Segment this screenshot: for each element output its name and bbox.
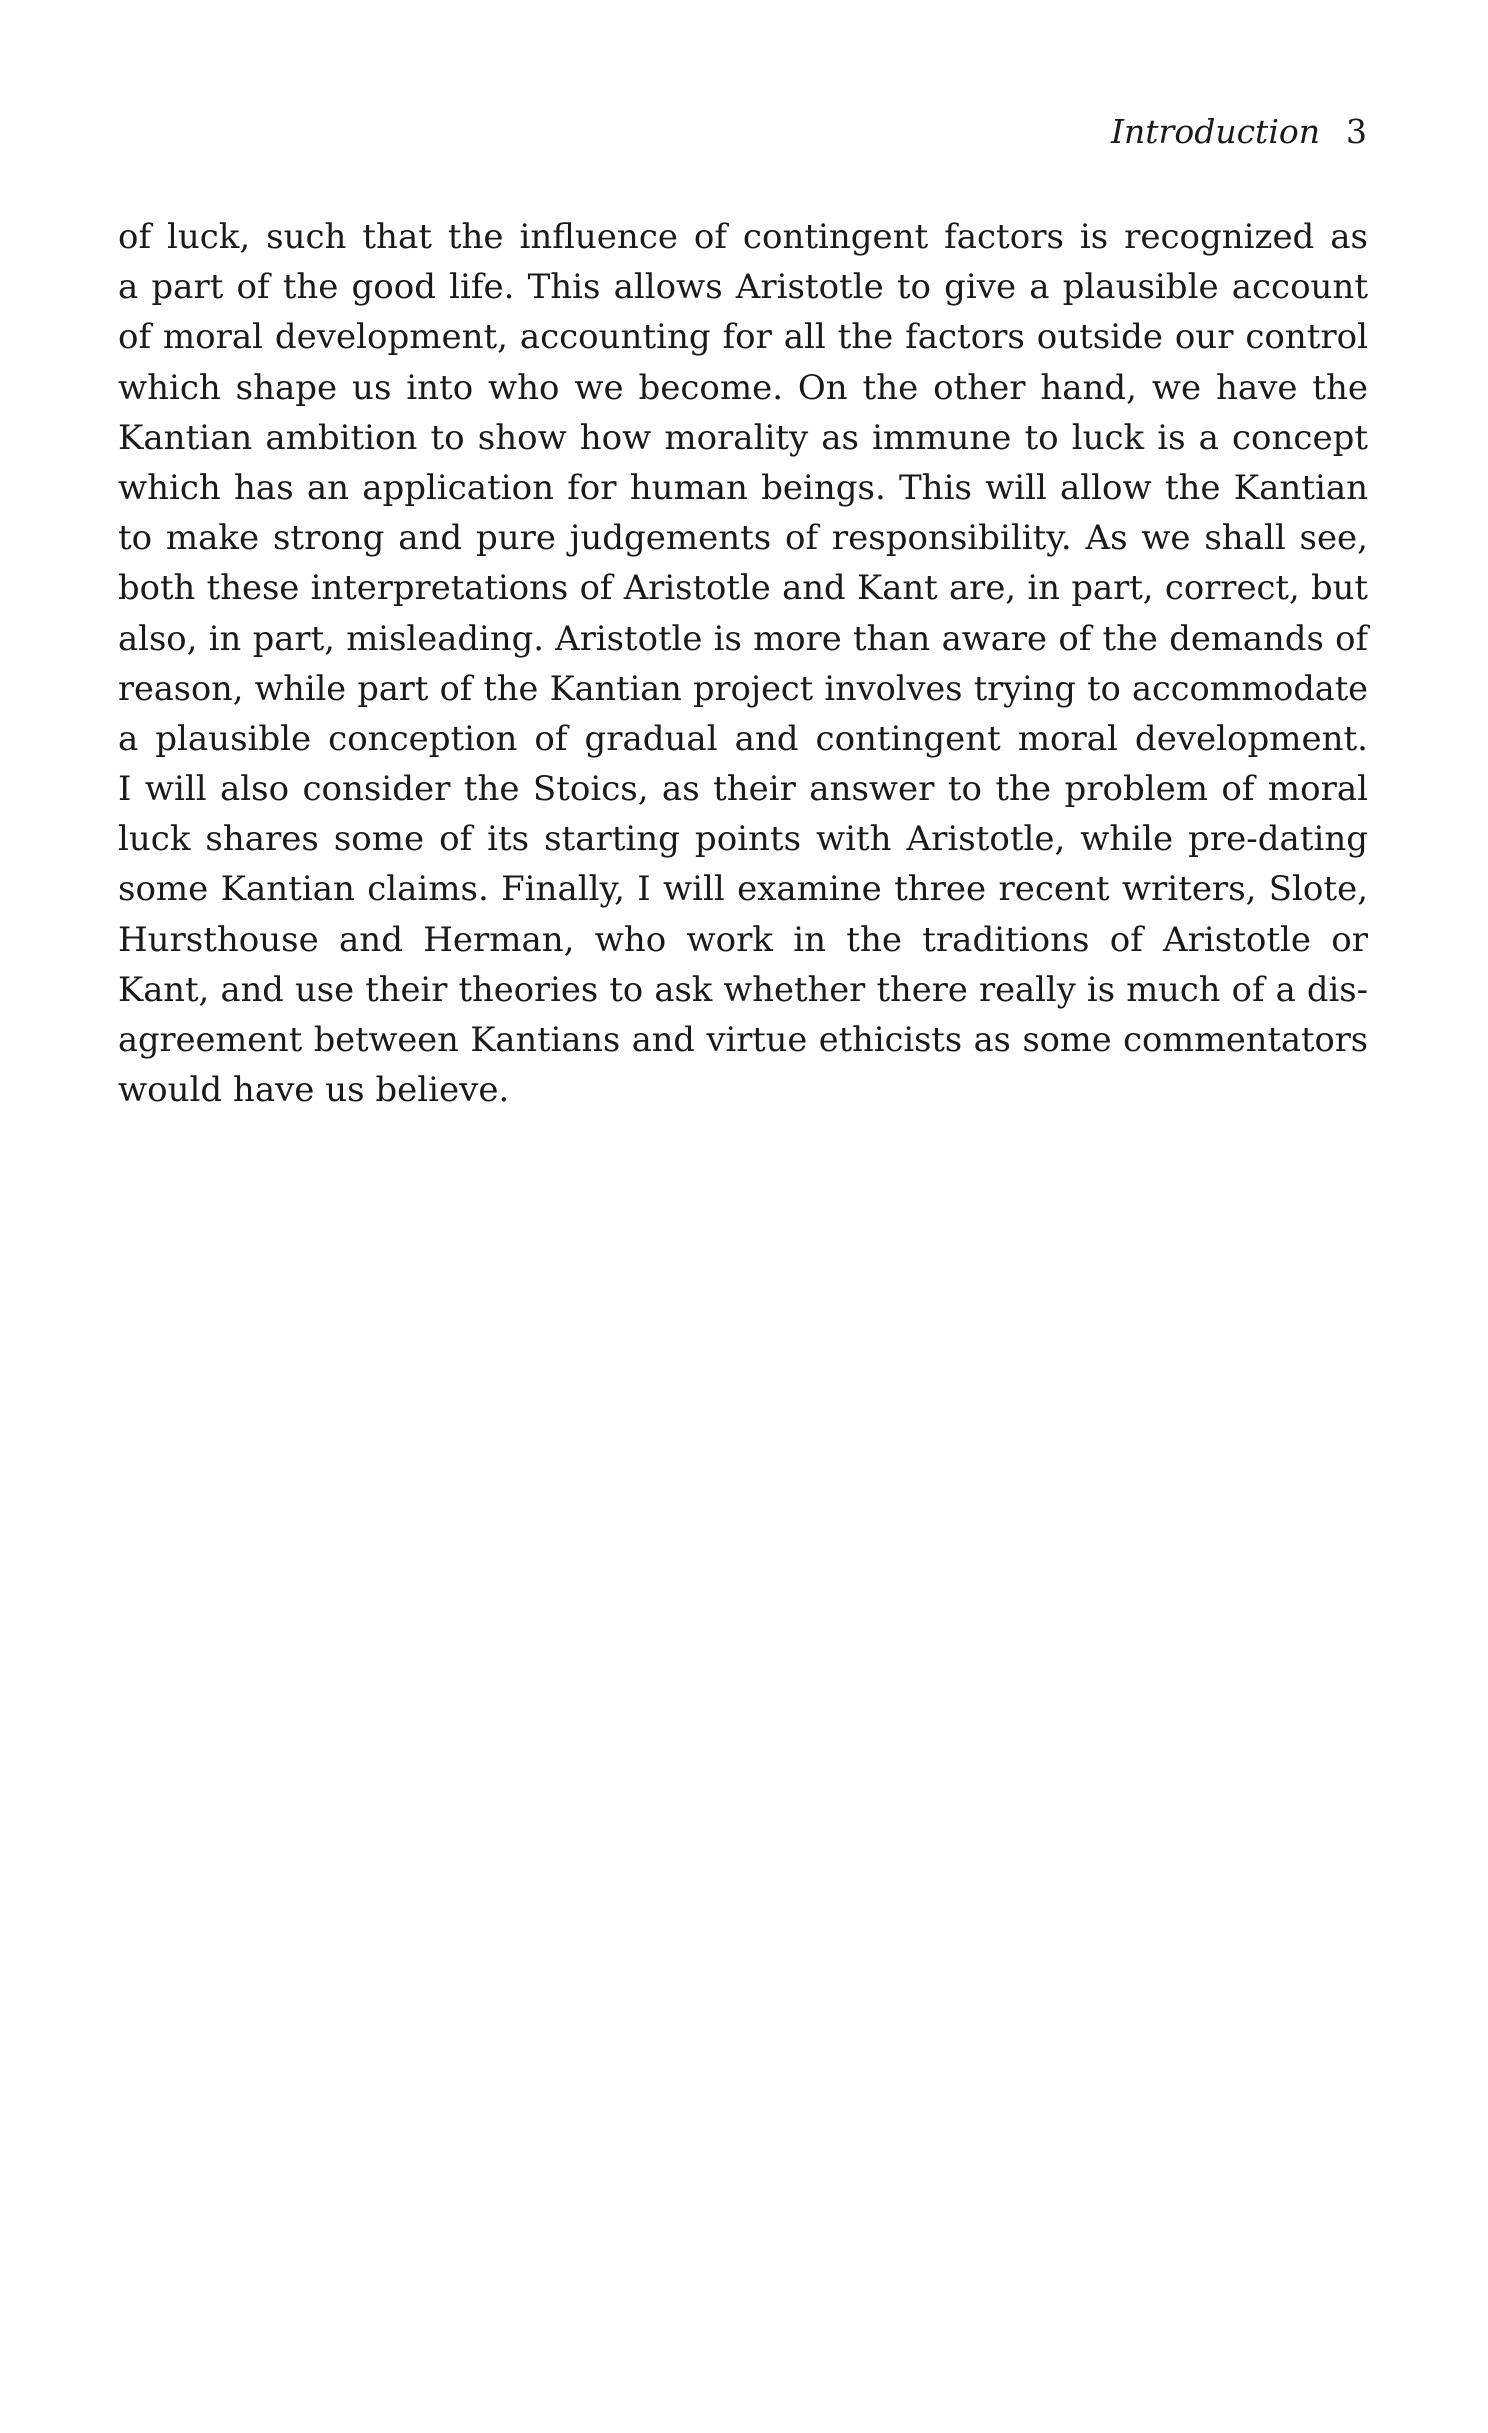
running-head [1111,112,1367,152]
text-line: of luck, such that the influence of contingent factors is recognized as [118,217,1368,257]
text-line: both these interpretations of Aristotle and Kant are, in part, correct, but [118,568,1368,608]
text-line: a part of the good life. This allows Aristotle to give a plausible account [118,267,1368,308]
text-line: which shape us into who we become. On the other hand, we have the [118,367,1368,408]
page-number: 3 [1346,112,1367,151]
text-line: I will also consider the Stoics, as their answer to the problem of moral [118,769,1368,810]
body-paragraph [118,212,1368,1115]
text-line: a plausible conception of gradual and contingent moral development. [118,718,1368,759]
text-line: agreement between Kantians and virtue ethicists as some commentators [118,1020,1368,1059]
text-line: some Kantian claims. Finally, I will examine three recent writers, Slote, [118,869,1368,910]
text-line: of moral development, accounting for all the factors outside our control [118,317,1368,358]
text-line: luck shares some of its starting points with Aristotle, while pre-dating [118,819,1368,860]
text-line: which has an application for human beings. This will allow the Kantian [118,467,1368,508]
text-line: to make strong and pure judgements of responsibility. As we shall see, [118,518,1368,559]
text-line: Kantian ambition to show how morality as immune to luck is a concept [118,417,1368,458]
text-line: reason, while part of the Kantian project involves trying to accommodate [118,668,1368,708]
chapter-title: Introduction [1111,112,1320,151]
text-line: would have us believe. [118,1070,510,1111]
text-line: Hursthouse and Herman, who work in the traditions of Aristotle or [118,919,1368,960]
text-line: also, in part, misleading. Aristotle is more than aware of the demands of [118,618,1368,658]
text-line: Kant, and use their theories to ask whether there really is much of a dis- [118,969,1368,1009]
